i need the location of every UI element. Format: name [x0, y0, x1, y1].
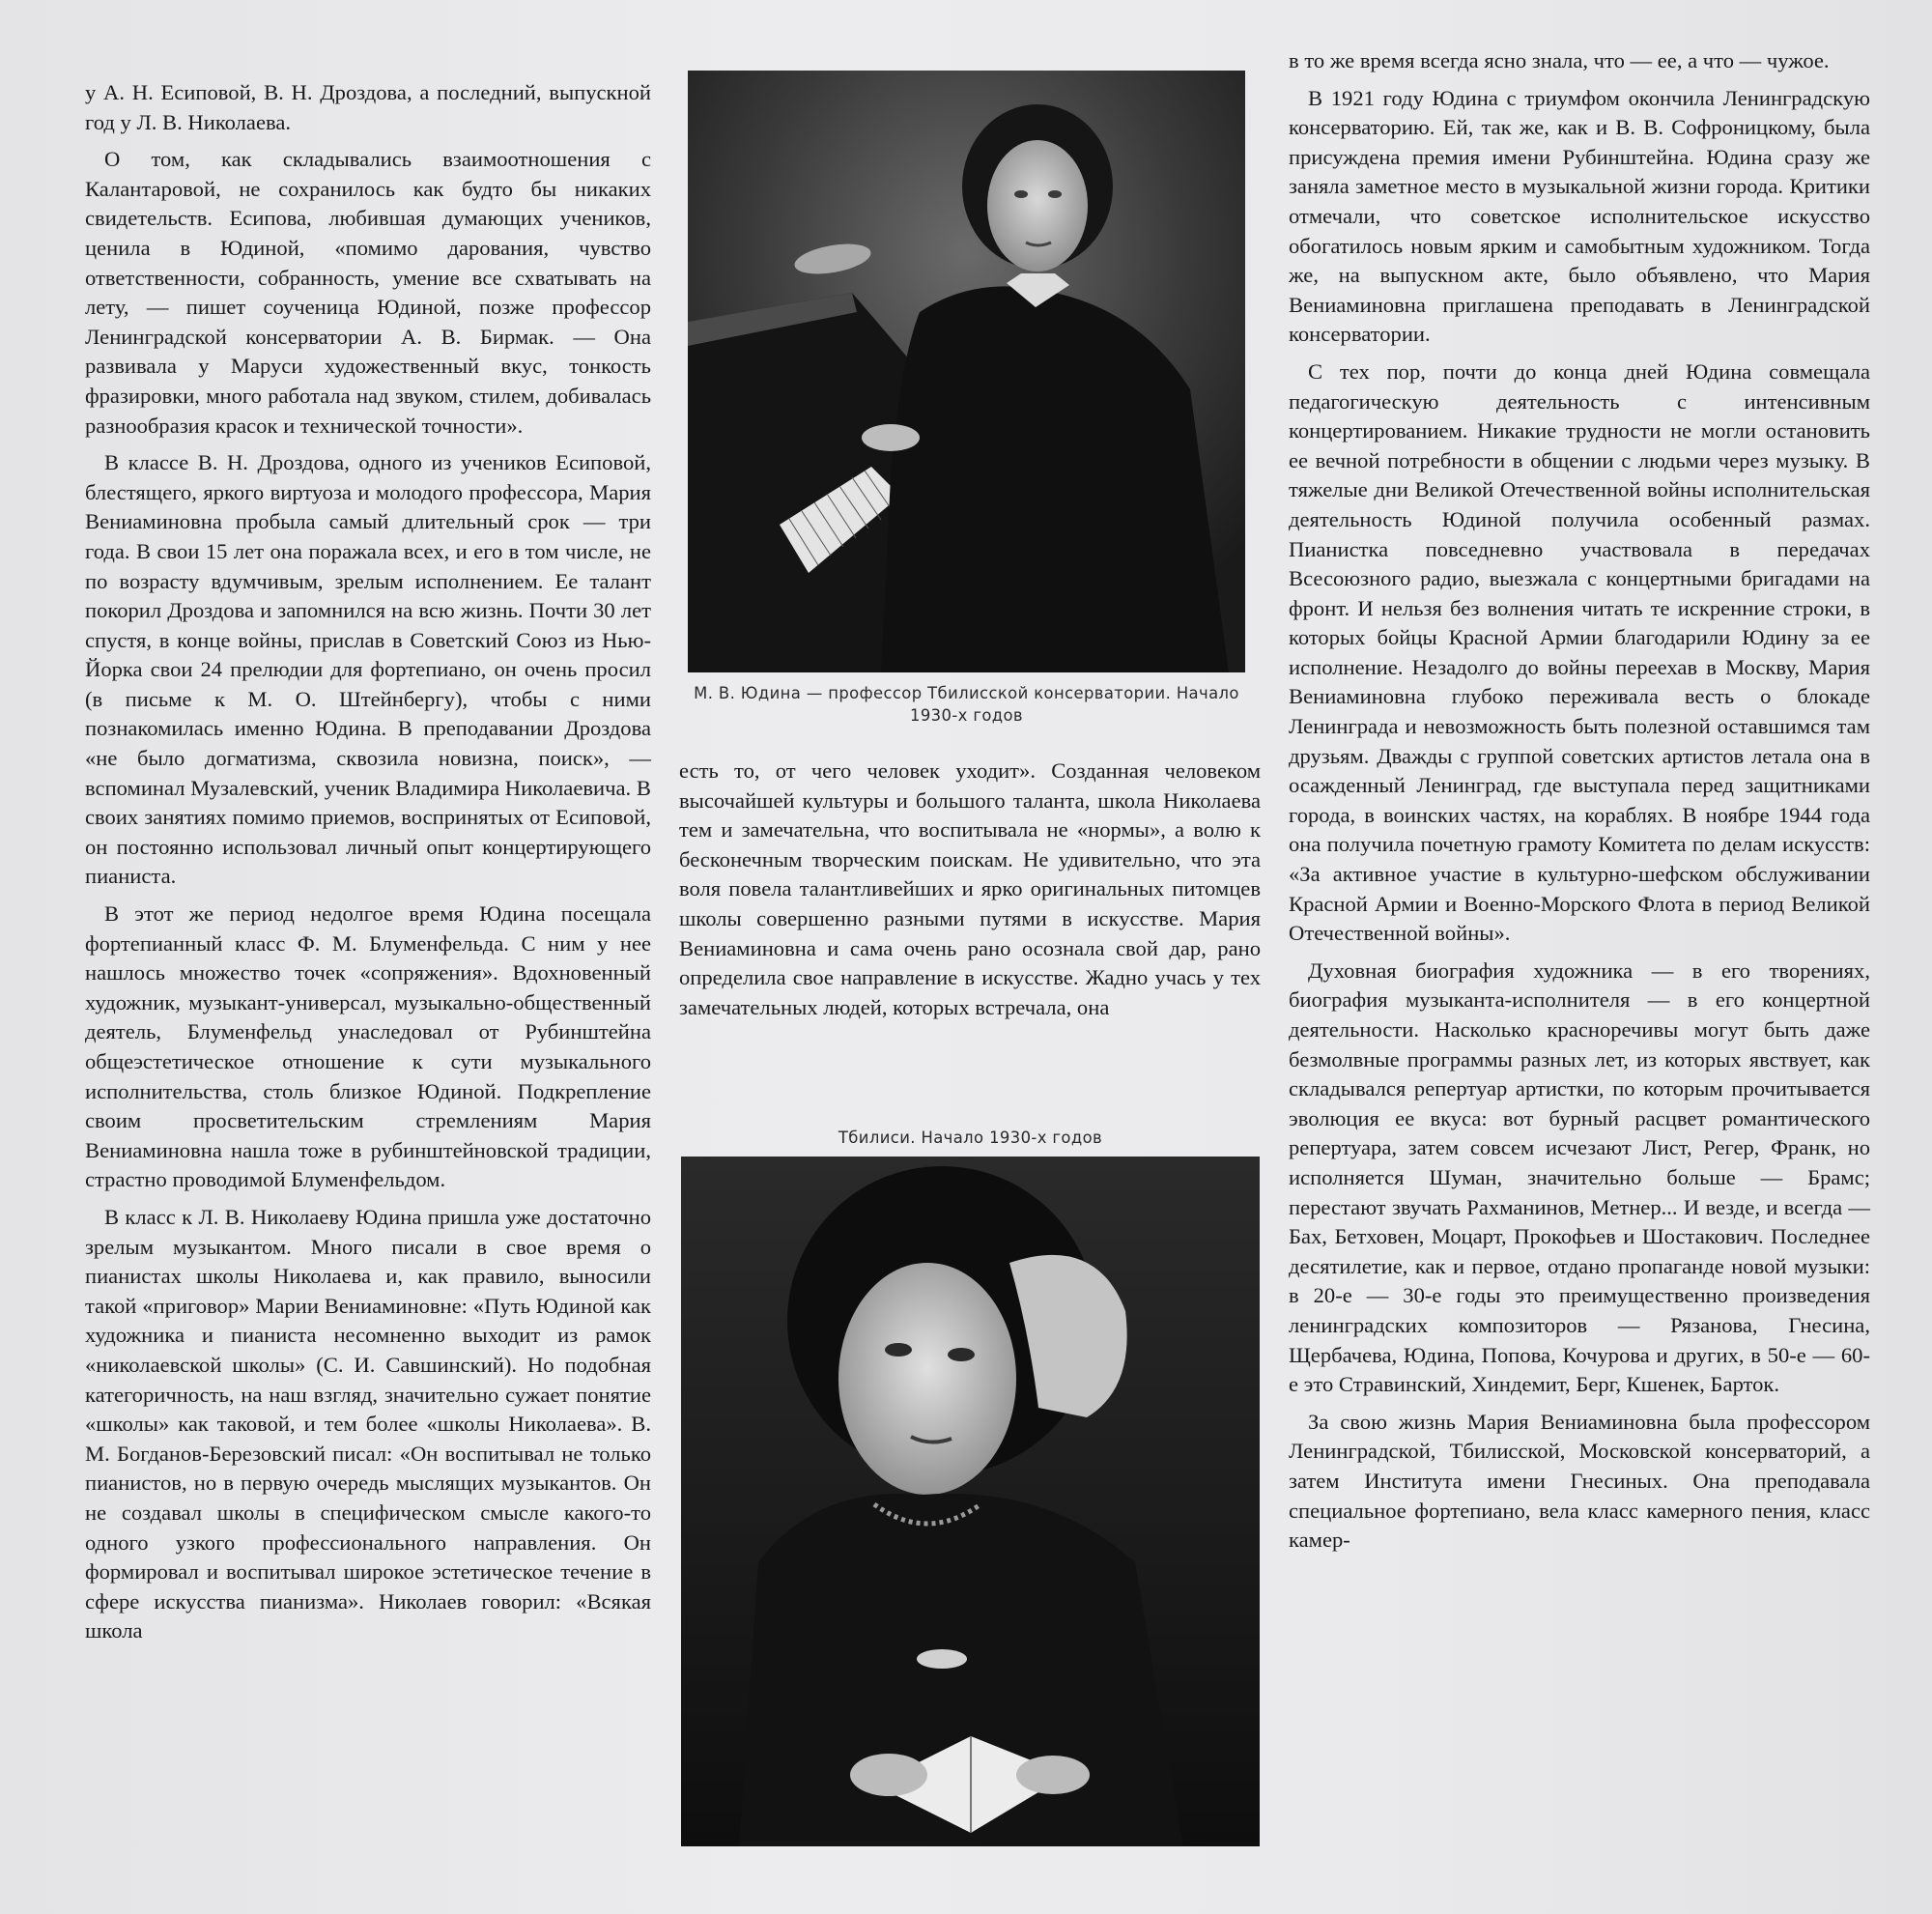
- left-text-column: [85, 78, 651, 1646]
- paragraph: В этот же период недолгое время Юдина посещала фортепианный класс Ф. М. Блуменфельда. С ним у нее нашлось множество точек «сопряжения». Вдохновенный художник, музыкант-универсал, музыкально-общественный деятель, Блуменфельд унаследовал от Рубинштейна общеэстетическое отношение к сути музыкального исполнительства, столь близкое Юдиной. Подкрепление своим просветительским стремлениям Мария Вениаминовна нашла тоже в рубинштейновской традиции, страстно проводимой Блуменфельдом.: [85, 901, 651, 1192]
- portrait-with-book-photo: [681, 1157, 1260, 1846]
- portrait-at-piano-image: [688, 71, 1245, 672]
- paragraph: В 1921 году Юдина с триумфом окончила Ленинградскую консерваторию. Ей, так же, как и В. В. Софроницкому, была присуждена премия имени Рубинштейна. Юдина сразу же заняла заметное место в музыкальной жизни города. Критики отмечали, что советское исполнительское искусство обогатилось новым ярким и самобытным художником. Тогда же, на выпускном акте, было объявлено, что Мария Вениаминовна приглашена преподавать в Ленинградской консерватории.: [1289, 85, 1870, 347]
- paragraph: Духовная биография художника — в его творениях, биография музыканта-исполнителя — в его концертной деятельности. Насколько красноречивы могут быть даже безмолвные программы разных лет, из которых явствует, как складывался репертуар артистки, по которым прочитывается эволюция ее вкуса: вот бурный расцвет романтического репертуара, затем совсем исчезают Лист, Регер, Франк, но исполняется Шуман, значительно больше — Брамс; перестают звучать Рахманинов, Метнер... И везде, и всегда — Бах, Бетховен, Моцарт, Прокофьев и Шостакович. Последнее десятилетие, как и первое, отдано пропаганде новой музыки: в 20-е — 30-е годы это преимущественно произведения ленинградских композиторов — Рязанова, Гнесина, Щербачева, Юдина, Попова, Кочурова и других, в 50-е — 60-е это Стравинский, Хиндемит, Берг, Кшенек, Барток.: [1289, 957, 1870, 1397]
- paragraph: В классе В. Н. Дроздова, одного из учеников Есиповой, блестящего, яркого виртуоза и молодого профессора, Мария Вениаминовна пробыла самый длительный срок — три года. В свои 15 лет она поражала всех, и его в том числе, не по возрасту вдумчивым, зрелым исполнением. Ее талант покорил Дроздова и запомнился на всю жизнь. Почти 30 лет спустя, в конце войны, прислав в Советский Союз из Нью-Йорка свои 24 прелюдии для фортепиано, он очень просил (в письме к М. О. Штейнбергу), чтобы с ними познакомилась именно Юдина. В преподавании Дроздова «не было догматизма, сквозила новизна, поиск», — вспоминал Музалевский, ученик Владимира Николаевича. В своих занятиях помимо приемов, воспринятых от Есиповой, он постоянно использовал личный опыт концертирующего пианиста.: [85, 450, 651, 889]
- photo-bottom-caption: Тбилиси. Начало 1930-х годов: [838, 1128, 1103, 1147]
- paragraph: За свою жизнь Мария Вениаминовна была профессором Ленинградской, Тбилисской, Московской консерваторий, а затем Института имени Гнесиных. Она преподавала специальное фортепиано, вела класс камерного пения, класс камер-: [1289, 1409, 1870, 1553]
- paragraph: С тех пор, почти до конца дней Юдина совмещала педагогическую деятельность с интенсивным концертированием. Никакие трудности не могли остановить ее вечной потребности в общении с людьми через музыку. В тяжелые дни Великой Отечественной войны исполнительская деятельность Юдиной получила особенный размах. Пианистка повседневно участвовала в передачах Всесоюзного радио, выезжала с концертными бригадами на фронт. И нельзя без волнения читать те искренние строки, в которых бойцы Красной Армии благодарили Юдину за ее исполнение. Незадолго до войны переехав в Москву, Мария Вениаминовна глубоко переживала весть о блокаде Ленинграда и невозможность быть полезной оставшимся там друзьям. Дважды с группой советских артистов летала она в осажденный Ленинград, где выступала перед защитниками города, в воинских частях, на кораблях. В ноябре 1944 года она получила почетную грамоту Комитета по делам искусств: «За активное участие в культурно-шефском обслуживании Красной Армии и Военно-Морского Флота в период Великой Отечественной войны».: [1289, 358, 1870, 946]
- paragraph: у А. Н. Есиповой, В. Н. Дроздова, а последний, выпускной год у Л. В. Николаева.: [85, 80, 651, 134]
- paragraph: есть то, от чего человек уходит». Созданная человеком высочайшей культуры и большого таланта, школа Николаева тем и замечательна, что воспитывала не «нормы», а волю к бесконечным творческим поискам. Не удивительно, что эта воля повела талантливейших и ярко оригинальных питомцев школы совершенно разными путями в искусстве. Мария Вениаминовна и сама очень рано осознала свой дар, рано определила свое направление в искусстве. Жадно учась у тех замечательных людей, которых встречала, она: [679, 758, 1261, 1019]
- paragraph: В класс к Л. В. Николаеву Юдина пришла уже достаточно зрелым музыкантом. Много писали в свое время о пианистах школы Николаева и, как правило, выносили такой «приговор» Марии Вениаминовне: «Путь Юдиной как художника и пианиста несомненно выходит из рамок «николаевской школы» (С. И. Савшинский). Но подобная категоричность, на наш взгляд, значительно сужает понятие «школы» как таковой, и тем более «школы Николаева». В. М. Богданов-Березовский писал: «Он воспитывал не только пианистов, но в первую очередь мыслящих музыкантов. Он не создавал школы в специфическом смысле какого-то одного узкого профессионального направления. Он формировал и воспитывал широкое эстетическое течение в сфере искусства пианизма». Николаев говорил: «Всякая школа: [85, 1204, 651, 1643]
- paragraph: в то же время всегда ясно знала, что — ее, а что — чужое.: [1289, 48, 1830, 72]
- middle-text-block: [679, 757, 1261, 1022]
- photo-top-caption: М. В. Юдина — профессор Тбилисской консерватории. Начало 1930-х годов: [694, 684, 1239, 725]
- portrait-at-piano-photo: [688, 71, 1245, 672]
- right-text-column: [1289, 46, 1870, 1556]
- paragraph: О том, как складывались взаимоотношения с Калантаровой, не сохранилось как будто бы никаких свидетельств. Есипова, любившая думающих учеников, ценила в Юдиной, «помимо дарования, чувство ответственности, собранность, умение все схватывать на лету, — пишет соученица Юдиной, позже профессор Ленинградской консерватории А. В. Бирмак. — Она развивала у Маруси художественный вкус, тонкость фразировки, много работала над звуком, стилем, добивалась разнообразия красок и технической точности».: [85, 147, 651, 438]
- portrait-with-book-image: [681, 1157, 1260, 1846]
